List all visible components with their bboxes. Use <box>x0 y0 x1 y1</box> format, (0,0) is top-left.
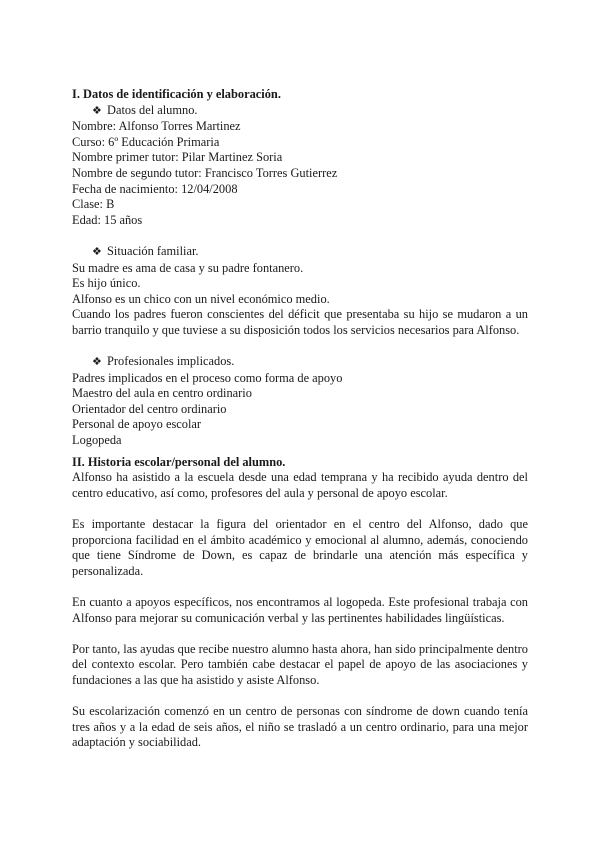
spacer <box>72 689 528 705</box>
diamond-bullet-icon: ❖ <box>92 356 102 369</box>
document-page <box>72 87 528 751</box>
family-line: Su madre es ama de casa y su padre fontanero. <box>72 260 304 275</box>
history-paragraph: Es importante destacar la figura del orientador en el centro del Alfonso, dado que proporciona facilidad en el ámbito académico y emocional al alumno, además, conociendo que tiene Síndrome de Down, es capaz de brindarle una atención más específica y personalizada. <box>72 517 528 578</box>
bullet-label: Situación familiar. <box>107 243 199 258</box>
bullet-situacion-familiar <box>72 244 528 261</box>
bullet-profesionales <box>72 354 528 371</box>
second-tutor: Nombre de segundo tutor: Francisco Torres Gutierrez <box>72 165 338 180</box>
professional-item: Padres implicados en el proceso como forma de apoyo <box>72 370 343 385</box>
family-line: Es hijo único. <box>72 276 141 291</box>
professional-item: Maestro del aula en centro ordinario <box>72 386 252 401</box>
spacer <box>72 626 528 642</box>
student-course: Curso: 6º Educación Primaria <box>72 134 220 149</box>
spacer <box>72 228 528 244</box>
diamond-bullet-icon: ❖ <box>92 245 102 258</box>
history-paragraph: Su escolarización comenzó en un centro de personas con síndrome de down cuando tenía tres años y a la edad de seis años, el niño se trasladó a un centro ordinario, para una mejor adaptación y sociabilidad. <box>72 704 528 750</box>
professional-item: Orientador del centro ordinario <box>72 401 227 416</box>
bullet-datos-alumno <box>72 103 528 120</box>
student-class: Clase: B <box>72 197 115 212</box>
spacer <box>72 339 528 355</box>
diamond-bullet-icon: ❖ <box>92 104 102 117</box>
spacer <box>72 501 528 517</box>
bullet-label: Datos del alumno. <box>107 102 198 117</box>
professional-item: Logopeda <box>72 433 122 448</box>
history-paragraph: En cuanto a apoyos específicos, nos encontramos al logopeda. Este profesional trabaja con Alfonso para mejorar su comunicación verbal y las pertinentes habilidades lingüísticas. <box>72 595 528 625</box>
first-tutor: Nombre primer tutor: Pilar Martinez Soria <box>72 150 283 165</box>
spacer <box>72 579 528 595</box>
section-2-heading: II. Historia escolar/personal del alumno. <box>72 454 286 469</box>
professional-item: Personal de apoyo escolar <box>72 417 202 432</box>
student-age: Edad: 15 años <box>72 212 143 227</box>
section-1-heading: I. Datos de identificación y elaboración. <box>72 87 281 101</box>
family-line: Alfonso es un chico con un nivel económico medio. <box>72 291 330 306</box>
bullet-label: Profesionales implicados. <box>107 354 235 369</box>
family-paragraph: Cuando los padres fueron conscientes del déficit que presentaba su hijo se mudaron a un barrio tranquilo y que tuviese a su disposición todos los servicios necesarios para Alfonso. <box>72 307 528 337</box>
student-name: Nombre: Alfonso Torres Martinez <box>72 119 241 134</box>
birth-date: Fecha de nacimiento: 12/04/2008 <box>72 181 238 196</box>
history-paragraph: Por tanto, las ayudas que recibe nuestro alumno hasta ahora, han sido principalmente dentro del contexto escolar. Pero también cabe destacar el papel de apoyo de las asociaciones y fundaciones a las que ha asistido y asiste Alfonso. <box>72 641 528 687</box>
history-paragraph: Alfonso ha asistido a la escuela desde una edad temprana y ha recibido ayuda dentro del centro educativo, así como, profesores del aula y personal de apoyo escolar. <box>72 470 528 500</box>
